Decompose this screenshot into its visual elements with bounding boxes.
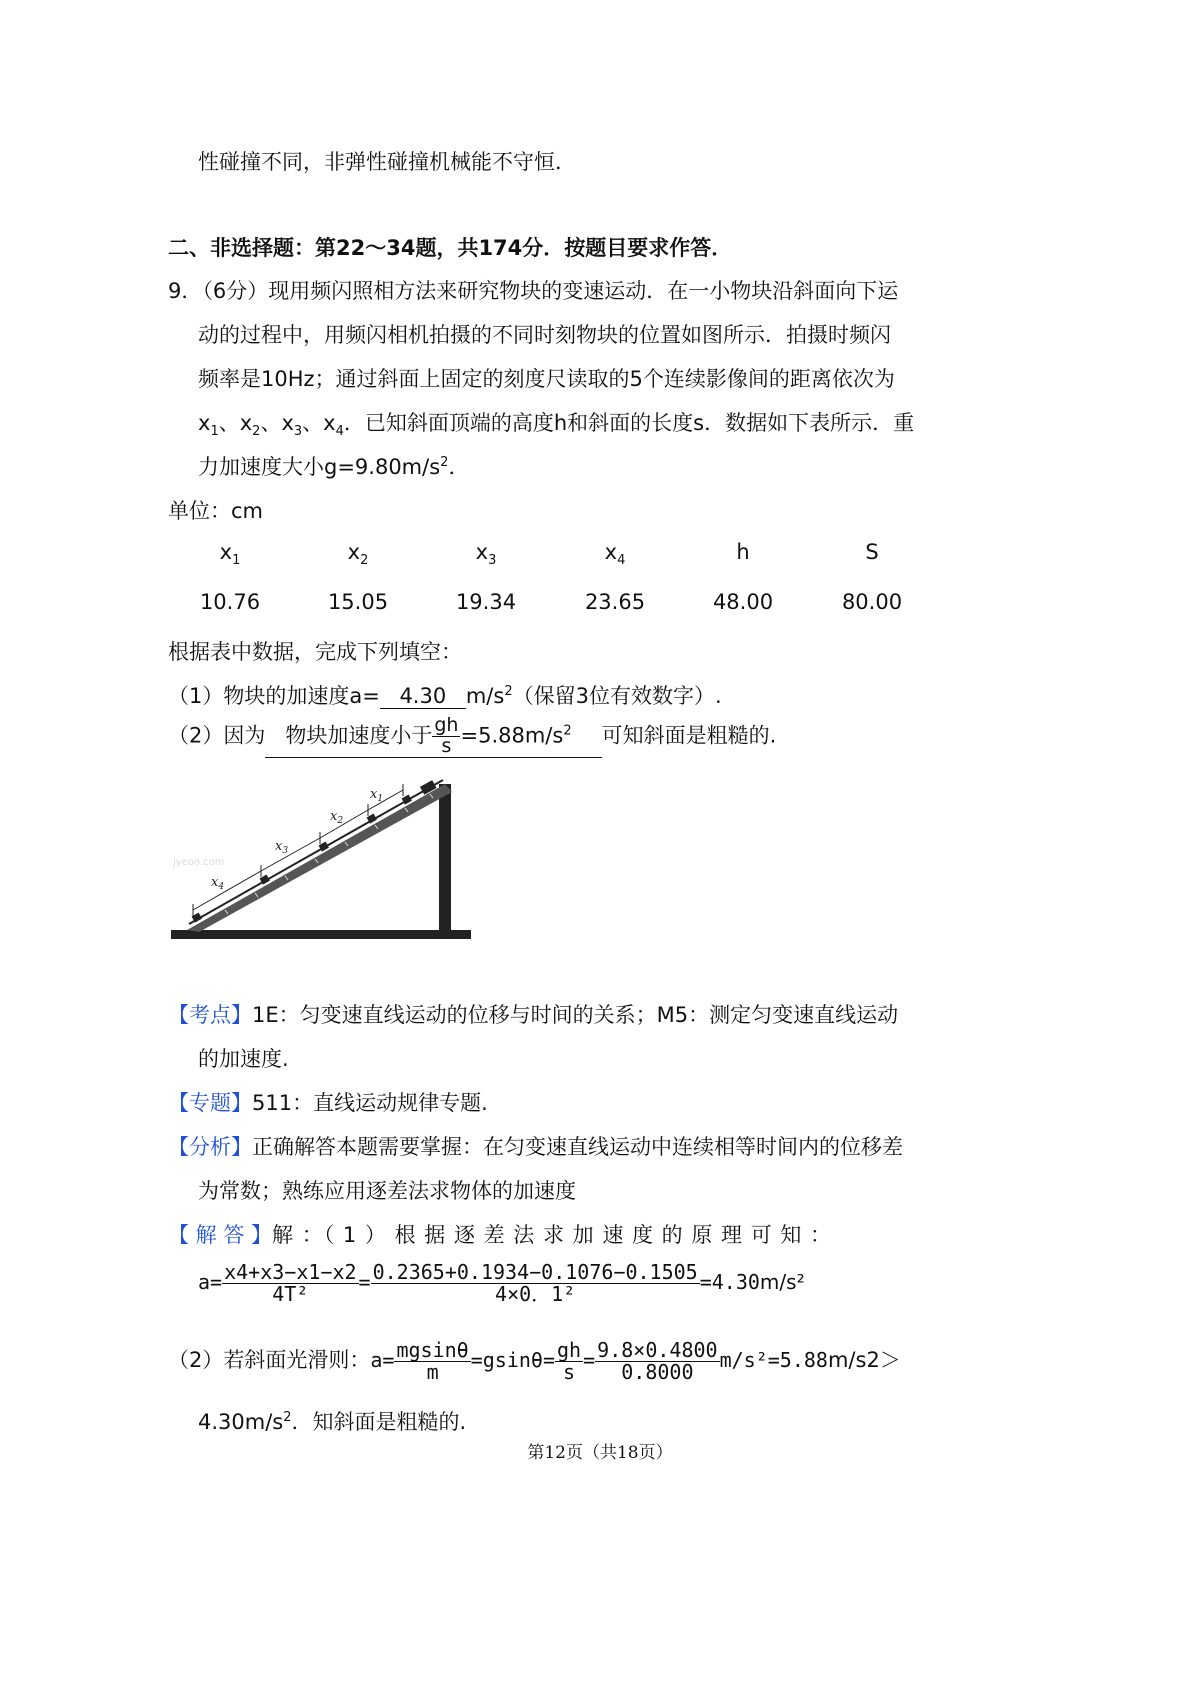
- kaodian: 【考点】1E：匀变速直线运动的位移与时间的关系；M5：测定匀变速直线运动: [168, 1003, 899, 1027]
- incline-base: [171, 930, 471, 939]
- fenxi-line2: 为常数；熟练应用逐差法求物体的加速度: [198, 1179, 576, 1203]
- page-footer: 第12页（共18页）: [527, 1443, 673, 1463]
- kaodian-tag: 【考点】: [168, 1003, 252, 1027]
- zhuanti: 【专题】511：直线运动规律专题.: [168, 1091, 488, 1115]
- zhuanti-tag: 【专题】: [168, 1091, 252, 1115]
- unit-label: 单位：cm: [168, 499, 264, 523]
- fenxi: 【分析】正确解答本题需要掌握：在匀变速直线运动中连续相等时间内的位移差: [168, 1135, 903, 1159]
- table-header-s: S: [865, 540, 879, 564]
- question-text: （6分）现用频闪照相方法来研究物块的变速运动．在一小物块沿斜面向下运: [202, 279, 899, 303]
- jieda: 【 解 答 】解 ：（ 1 ） 根 据 逐 差 法 求 加 速 度 的 原 理 可 知 ：: [168, 1223, 833, 1247]
- question-number: 9．: [168, 279, 203, 303]
- table-cell: 15.05: [327, 590, 389, 614]
- question-9-line3: 频率是10Hz；通过斜面上固定的刻度尺读取的5个连续影像间的距离依次为: [198, 367, 895, 391]
- table-header-x3: $x_3$: [475, 540, 497, 569]
- table-cell: 80.00: [841, 590, 903, 614]
- question-9-line2: 动的过程中，用频闪相机拍摄的不同时刻物块的位置如图所示．拍摄时频闪: [198, 323, 891, 347]
- table-cell: 23.65: [584, 590, 646, 614]
- kaodian-line2: 的加速度.: [198, 1047, 289, 1071]
- jieda-tag: 【 解 答 】: [168, 1223, 273, 1247]
- table-cell: 48.00: [712, 590, 774, 614]
- fenxi-tag: 【分析】: [168, 1135, 252, 1159]
- fill-intro: 根据表中数据，完成下列填空：: [168, 640, 462, 664]
- answer-2-blank: 物块加速度小于 $\frac{gh}{s}$ $=5.88m/s^2$: [265, 716, 601, 758]
- table-header-x2: $x_2$: [347, 540, 369, 569]
- incline-figure: [165, 770, 480, 945]
- conclusion: $4.30m/s^2$．知斜面是粗糙的.: [198, 1410, 467, 1434]
- equation-2: （2）若斜面光滑则：a= $\frac{mgsin\theta}{m}$ =gsinθ= $\frac{gh}{s}$ = $\frac{9.8\times 0.4800}{0.8000}$ m/s²=5.88m/s2＞: [168, 1338, 901, 1384]
- table-cell: 10.76: [199, 590, 261, 614]
- figure-label-x2: $x_2$: [330, 809, 344, 826]
- answer-2: （2）因为 物块加速度小于 $\frac{gh}{s}$ $=5.88m/s^2$ 可知斜面是粗糙的.: [168, 714, 777, 757]
- question-9-line1: [168, 275, 898, 305]
- table-header-h: h: [736, 540, 750, 564]
- continuation-line: 性碰撞不同，非弹性碰撞机械能不守恒．: [198, 150, 576, 174]
- question-9-line4: $x_1$、$x_2$、$x_3$、$x_4$．已知斜面顶端的高度h和斜面的长度s．数据如下表所示．重: [198, 411, 915, 440]
- table-header-x1: $x_1$: [219, 540, 241, 569]
- section-heading: 二、非选择题：第22～34题，共174分．按题目要求作答．: [168, 236, 733, 260]
- question-9-line5: 力加速度大小$g=9.80m/s^2$．: [198, 455, 470, 479]
- equation-1: a= $\frac{x4+x3-x1-x2}{\text{4T²}}$ = $\frac{0.2365+0.1934-0.1076-0.1505}{\text{4×0．1²}}$ =4.30m/s²: [198, 1260, 805, 1306]
- figure-label-x4: $x_4$: [211, 875, 225, 892]
- incline-slope: [187, 784, 452, 932]
- figure-label-x3: $x_3$: [275, 839, 289, 856]
- incline-post: [439, 784, 451, 931]
- figure-label-x1: $x_1$: [370, 787, 384, 804]
- table-header-x4: $x_4$: [604, 540, 626, 569]
- table-cell: 19.34: [455, 590, 517, 614]
- answer-1-blank: 4.30: [380, 684, 466, 709]
- answer-1: （1）物块的加速度a= 4.30 $m/s^2$（保留3位有效数字）.: [168, 684, 722, 708]
- watermark: jyeoo.com: [173, 857, 225, 868]
